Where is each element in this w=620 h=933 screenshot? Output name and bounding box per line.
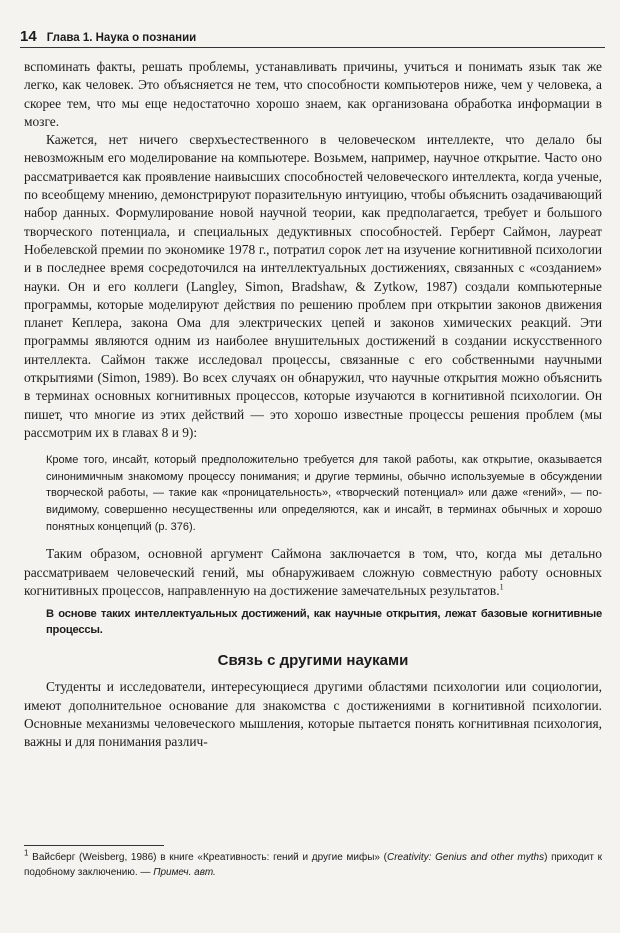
footnote-book-title: Creativity: Genius and other myths [387, 852, 545, 863]
paragraph-4: Студенты и исследователи, интересующиеся другими областями психологии или социологии, имеют дополнительное основание для знакомства с достижениями в когнитивной психологии. Основные механизмы человеческого мышления, которые пытается понять когнитивная психология, важны и для понимания различ- [24, 679, 602, 750]
footnote-text-mid: ) приходит к подобному заключению. — [24, 852, 602, 878]
paragraph-3-text: Таким образом, основной аргумент Саймона заключается в том, что, когда мы детально рассматриваем человеческий гений, мы обнаруживаем сложную совместную работу основных когнитивных процессов, направленную на достижение замечательных результатов. [24, 546, 602, 598]
main-text [24, 58, 602, 752]
section-heading: Связь с другими науками [217, 652, 409, 670]
paragraph-2: Кажется, нет ничего сверхъестественного в человеческом интеллекте, что делало бы невозможным его моделирование на компьютере. Возьмем, например, научное открытие. Часто оно рассматривается как проявление наивысших способностей человеческого интеллекта, когда ученые, по всеобщему мнению, демонстрируют поразительную интуицию, чтобы объяснить озадачивающий набор данных. Формулирование новой научной теории, как предполагается, требует и большого творческого потенциала, и специальных дедуктивных способностей. Герберт Саймон, лауреат Нобелевской премии по экономике 1978 г., потратил сорок лет на изучение когнитивной психологии и в последнее время сосредоточился на интеллектуальных достижениях, связанных с «созданием» науки. Он и его коллеги (Langley, Simon, Bradshaw, & Zytkow, 1987) создали компьютерные программы, которые моделируют действия по решению проблем при открытии законов движения планет Кеплера, закона Ома для электрических цепей и законов химических реакций. Эти программы являются одним из наиболее внушительных достижений в создании искусственного интеллекта. Саймон также исследовал процессы, связанные с его собственными научными открытиями (Simon, 1989). Во всех случаях он обнаружил, что научные открытия можно объяснить в терминах основных когнитивных процессов, которые изучаются в когнитивной психологии. Он пишет, что многие из этих действий — это хорошо известные процессы решения проблем (мы рассмотрим их в главах 8 и 9): [24, 132, 602, 440]
footnote-mark: 1 [24, 848, 29, 858]
footnote [24, 848, 602, 880]
footnote-rule [24, 845, 164, 846]
summary-note: В основе таких интеллектуальных достижений, как научные открытия, лежат базовые когнитивные процессы. [46, 608, 602, 637]
paragraph-3 [24, 545, 602, 600]
header-rule [20, 47, 605, 48]
paragraph-1: вспоминать факты, решать проблемы, устанавливать причины, учиться и понимать язык так же легко, как человек. Это объясняется не тем, что способности компьютеров ниже, чем у человека, а скорее тем, что мы еще недостаточно хорошо знаем, как организована обработка информации в мозге. [24, 59, 602, 129]
page-header [20, 28, 605, 45]
footnote-reference: 1 [499, 582, 504, 592]
block-quote: Кроме того, инсайт, который предположительно требуется для такой работы, как открытие, оказывается синонимичным знакомому процессу понимания; и другие термины, обычно используемые в обсуждении творческой работы, — такие как «проницательность», «творческий потенциал» или даже «гений», — по-видимому, совершенно несущественны или определяются, как и инсайт, в терминах обычных и хорошо понятных концепций (р. 376). [46, 454, 602, 533]
footnote-text-start: Вайсберг (Weisberg, 1986) в книге «Креативность: гений и другие мифы» ( [32, 852, 387, 863]
chapter-title: Глава 1. Наука о познании [46, 32, 197, 44]
page-number: 14 [20, 28, 37, 45]
footnote-author-note: Примеч. авт. [153, 866, 216, 878]
